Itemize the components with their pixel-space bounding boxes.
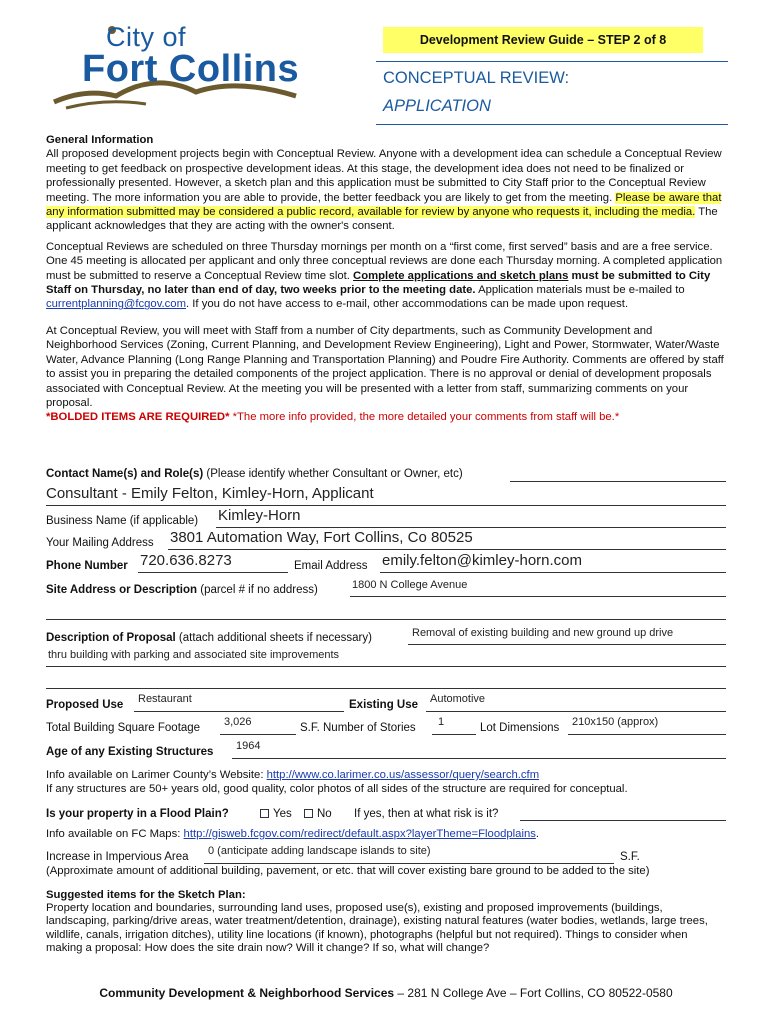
business-field[interactable]: Business Name (if applicable) Kimley-Horn <box>46 507 726 529</box>
description-field[interactable]: Description of Proposal (attach additional sheets if necessary) Removal of existing building and new ground up drive <box>46 624 726 646</box>
email-link[interactable]: currentplanning@fcgov.com <box>46 298 186 311</box>
page-title-line1: CONCEPTUAL REVIEW: <box>383 69 570 87</box>
general-info-section <box>46 133 726 425</box>
header-divider <box>376 61 728 62</box>
flood-row: Is your property in a Flood Plain? Yes No If yes, then at what risk is it? <box>46 806 726 826</box>
age-value[interactable]: 1964 <box>236 740 261 752</box>
age-field[interactable]: Age of any Existing Structures 1964 <box>46 740 726 762</box>
sketch-body: Property location and boundaries, surrounding land uses, proposed use(s), existing and proposed improvements (buildings, landscaping, parking/drive areas, water treatment/detention, drainage), existing natural features (water bodies, wetlands, large trees, wildlife, canals, irrigation ditches), utility line locations (if known), photographs (helpful but not required). Things to consider when making a proposal: How does the site drain now? Will it change? If so, what will change? <box>46 902 708 954</box>
page-title-line2: APPLICATION <box>383 97 491 115</box>
fcmaps-info: Info available on FC Maps: http://gisweb.fcgov.com/redirect/default.aspx?layerTheme=Floodplains. <box>46 828 540 840</box>
business-value[interactable]: Kimley-Horn <box>218 507 301 524</box>
proposed-use-value[interactable]: Restaurant <box>138 693 192 705</box>
general-paragraph-3: At Conceptual Review, you will meet with Staff from a number of City departments, such as Community Development and Neighborhood Services (Zoning, Current Planning, and Development Review Engineering), Light and Power, Stormwater, Water/Waste Water, Advance Planning (Long Range Planning and Transportation Planning) and Poudre Fire Authority. Comments are offered by staff to assist you in preparing the detailed components of the project application. There is no approval or denial of development proposals associated with Conceptual Review. At the meeting you will be presented with a letter from staff, summarizing comments on your proposal. <box>46 324 724 409</box>
description-value-2[interactable]: thru building with parking and associated site improvements <box>48 649 340 661</box>
general-info-heading: General Information <box>46 134 154 146</box>
size-row: Total Building Square Footage 3,026 S.F. Number of Stories 1 Lot Dimensions 210x150 (approx) <box>46 716 726 738</box>
flood-no-option[interactable]: No <box>304 808 332 820</box>
logo-city-of: City of <box>106 22 187 52</box>
flood-no-checkbox[interactable] <box>304 809 313 818</box>
flood-yes-option[interactable]: Yes <box>260 808 292 820</box>
header-divider-bottom <box>376 124 728 125</box>
contact-row: Contact Name(s) and Role(s) (Please identify whether Consultant or Owner, etc) <box>46 465 726 485</box>
description-field-2[interactable] <box>46 648 726 668</box>
sketch-heading: Suggested items for the Sketch Plan: <box>46 889 246 901</box>
page-footer: Community Development & Neighborhood Services – 281 N College Ave – Fort Collins, CO 80522-0580 <box>99 986 673 1000</box>
required-note: *BOLDED ITEMS ARE REQUIRED* *The more info provided, the more detailed your comments from staff will be.* <box>46 411 620 424</box>
flood-yes-checkbox[interactable] <box>260 809 269 818</box>
existing-use-value[interactable]: Automotive <box>430 693 486 705</box>
site-value[interactable]: 1800 N College Avenue <box>352 579 468 591</box>
mailing-value[interactable]: 3801 Automation Way, Fort Collins, Co 80525 <box>170 529 473 546</box>
sketch-plan-section <box>46 889 726 955</box>
stories-value[interactable]: 1 <box>438 716 445 728</box>
sqft-value[interactable]: 3,026 <box>224 716 252 728</box>
mailing-field[interactable]: Your Mailing Address 3801 Automation Way, Fort Collins, Co 80525 <box>46 529 726 551</box>
impervious-value[interactable]: 0 (anticipate adding landscape islands to site) <box>208 845 431 857</box>
logo-fort-collins: Fort Collins <box>82 48 300 90</box>
email-value[interactable]: emily.felton@kimley-horn.com <box>382 552 583 569</box>
larimer-info: Info available on Larimer County’s Website: http://www.co.larimer.co.us/assessor/query/search.cfm If any structures are 50+ years old, good quality, color photos of all sides of the structure are required for conceptual. <box>46 769 628 796</box>
public-record-warning: Please be aware that any information submitted may be considered a public record, available for review by anyone who requests it, including the media. <box>46 191 722 219</box>
use-row: Proposed Use Restaurant Existing Use Automotive <box>46 693 726 715</box>
contact-field[interactable] <box>46 485 726 507</box>
larimer-link[interactable]: http://www.co.larimer.co.us/assessor/query/search.cfm <box>266 769 540 781</box>
phone-email-row: Phone Number 720.636.8273 Email Address emily.felton@kimley-horn.com <box>46 552 726 574</box>
general-paragraph-1: All proposed development projects begin with Conceptual Review. Anyone with a development idea can schedule a Conceptual Review meeting to get feedback on prospective development ideas. At this stage, the development idea does not need to be finalized or professionally presented. However, a sketch plan and this application must be submitted to City Staff prior to the Conceptual Review meeting. The more information you are able to provide, the better feedback you are likely to get from the meeting. Please be aware that any information submitted may be considered a public record, available for review by anyone who requests it, including the media. The applicant acknowledges that they are acting with the owner's consent. <box>46 148 722 233</box>
flood-risk-field[interactable] <box>520 820 726 821</box>
step-banner: Development Review Guide – STEP 2 of 8 <box>383 27 703 53</box>
fcmaps-link[interactable]: http://gisweb.fcgov.com/redirect/default.aspx?layerTheme=Floodplains <box>183 828 536 840</box>
lot-value[interactable]: 210x150 (approx) <box>572 716 659 728</box>
contact-value[interactable]: Consultant - Emily Felton, Kimley-Horn, Applicant <box>46 485 374 502</box>
site-address-field[interactable]: Site Address or Description (parcel # if no address) 1800 N College Avenue <box>46 576 726 598</box>
general-paragraph-2: Conceptual Reviews are scheduled on three Thursday mornings per month on a “first come, first served” basis and are a free service. One 45 meeting is allocated per applicant and only three conceptual reviews are done each Thursday morning. A completed application must be submitted to reserve a Conceptual Review time slot. Complete applications and sketch plans must be submitted to City Staff on Thursday, no later than end of day, two weeks prior to the meeting date. Application materials must be e-mailed to currentplanning@fcgov.com. If you do not have access to e-mail, other accommodations can be made upon request. <box>46 240 723 311</box>
city-logo <box>46 22 306 122</box>
phone-value[interactable]: 720.636.8273 <box>140 552 232 569</box>
description-value-1[interactable]: Removal of existing building and new ground up drive <box>412 627 674 639</box>
impervious-note: (Approximate amount of additional building, pavement, or etc. that will cover existing bare ground to be added to the site) <box>46 865 650 877</box>
impervious-field[interactable]: Increase in Impervious Area 0 (anticipate adding landscape islands to site) S.F. <box>46 845 640 863</box>
